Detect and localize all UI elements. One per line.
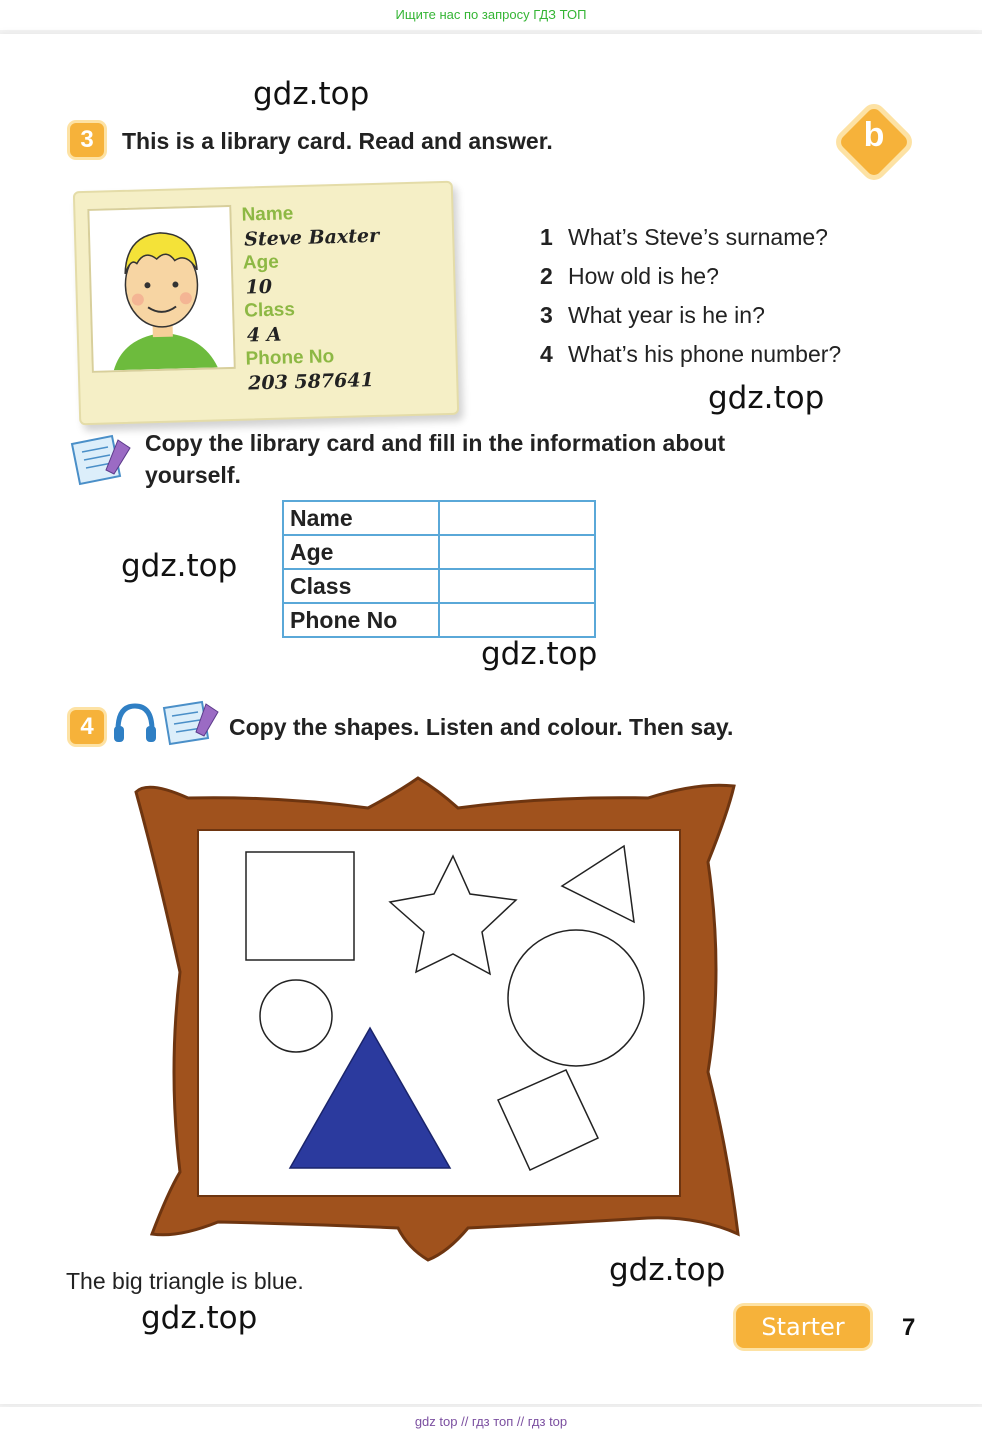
card-phone-value: 203 587641 [247,369,375,395]
table-row [283,501,595,535]
question-item: 2 How old is he? [540,263,719,289]
table-blank-cell [439,569,595,603]
headphones-icon [112,700,158,746]
exercise-title: Copy the shapes. Listen and colour. Then say. [229,714,734,740]
watermark: gdz.top [609,1252,726,1288]
card-name-label: Name [241,203,294,226]
table-label: Phone No [283,603,439,637]
instruction-line-1: Copy the library card and fill in the information about [145,430,726,456]
write-icon [68,432,134,488]
question-item: 4 What’s his phone number? [540,341,842,367]
table-blank-cell [439,535,595,569]
table-row [283,535,595,569]
question-item: 1 What’s Steve’s surname? [540,224,828,250]
watermark: gdz.top [141,1300,258,1336]
table-label: Class [283,569,439,603]
table-label: Name [283,501,439,535]
exercise-title: This is a library card. Read and answer. [122,128,553,154]
boy-face-icon [89,207,233,371]
card-name-value: Steve Baxter [243,224,380,251]
info-table [282,500,596,638]
card-class-value: 4 A [246,323,282,347]
watermark: gdz.top [121,548,238,584]
card-age-value: 10 [245,275,273,299]
table-row [283,569,595,603]
exercise-number: 4 [70,710,104,744]
boy-portrait [87,205,236,373]
table-row [283,603,595,637]
question-item: 3 What year is he in? [540,302,765,328]
watermark: gdz.top [481,636,598,672]
card-phone-label: Phone No [245,346,335,370]
small-circle-shape [260,980,332,1052]
shapes-picture-frame [128,772,744,1264]
write-icon [160,698,222,748]
card-class-label: Class [243,299,296,322]
library-card [73,181,459,426]
square-shape [246,852,354,960]
unit-tab: Starter Unit [736,1306,870,1348]
table-blank-cell [439,603,595,637]
big-circle-shape [508,930,644,1066]
watermark: gdz.top [708,380,825,416]
bottom-banner: gdz top // гдз топ // гдз top [0,1407,982,1440]
lesson-badge-letter: b [863,116,885,154]
watermark: gdz.top [253,76,370,112]
exercise-number: 3 [70,123,104,157]
page-number: 7 [902,1314,916,1341]
top-banner: Ищите нас по запросу ГДЗ ТОП [0,0,982,30]
instruction-line-2: yourself. [145,462,241,488]
card-age-label: Age [242,251,280,274]
table-label: Age [283,535,439,569]
table-blank-cell [439,501,595,535]
example-sentence: The big triangle is blue. [66,1268,304,1294]
